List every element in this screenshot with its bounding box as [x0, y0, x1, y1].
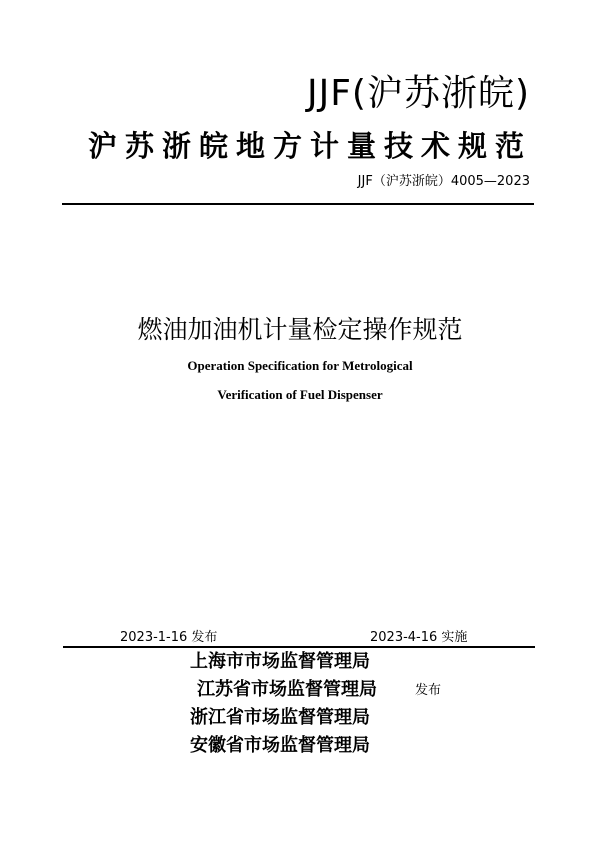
document-title-chinese: 燃油加油机计量检定操作规范: [137, 315, 463, 344]
authority-jiangsu: 江苏省市场监督管理局: [197, 679, 377, 700]
publish-label: 发布: [415, 683, 442, 698]
top-divider: [62, 203, 534, 205]
implementation-date: 2023-4-16 实施: [370, 630, 468, 645]
standard-number: JJF（沪苏浙皖）4005—2023: [357, 174, 530, 189]
series-name: 沪苏浙皖地方计量技术规范: [87, 129, 532, 163]
bottom-divider: [63, 646, 535, 648]
document-title-english-line2: Verification of Fuel Dispenser: [217, 387, 383, 402]
document-title-english-line1: Operation Specification for Metrological: [187, 358, 413, 373]
authority-zhejiang: 浙江省市场监督管理局: [190, 707, 370, 728]
authority-shanghai: 上海市市场监督管理局: [190, 651, 370, 672]
authority-anhui: 安徽省市场监督管理局: [190, 735, 370, 756]
series-code: JJF(沪苏浙皖): [306, 73, 530, 114]
issue-date: 2023-1-16 发布: [120, 630, 218, 645]
